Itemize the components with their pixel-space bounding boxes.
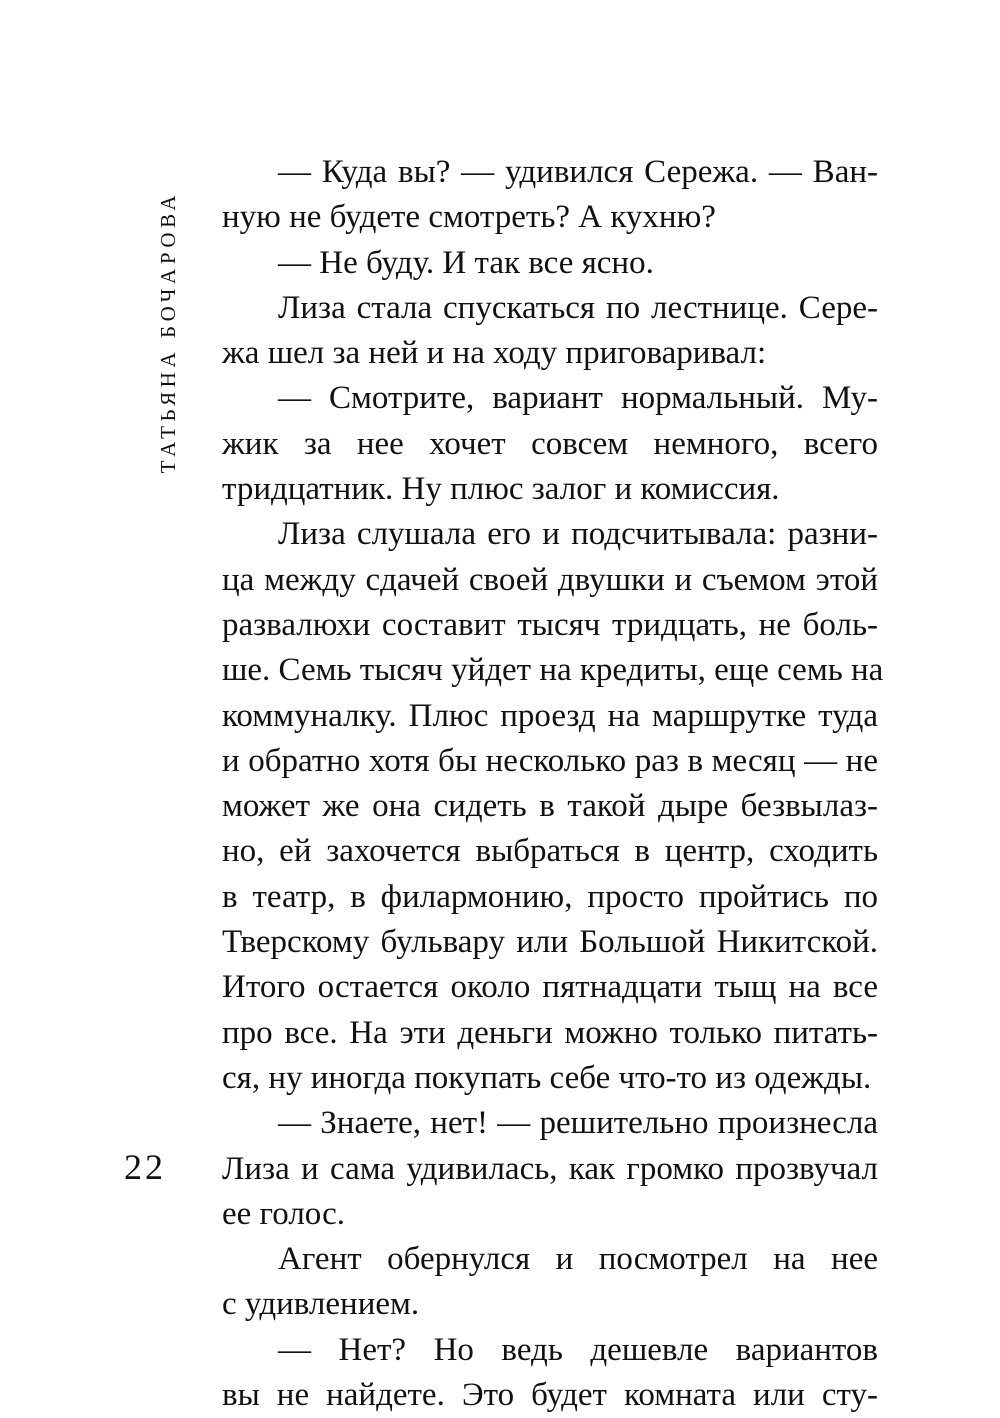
- text-line: — Смотрите, вариант нормальный. Му-: [278, 380, 878, 417]
- text-line: тридцатник. Ну плюс залог и комиссия.: [222, 471, 780, 508]
- text-line: про все. На эти деньги можно только питать-: [222, 1014, 878, 1051]
- text-line: — Знаете, нет! — решительно произнесла: [278, 1105, 878, 1142]
- text-line: может же она сидеть в такой дыре безвылаз-: [222, 788, 878, 825]
- text-line: Тверскому бульвару или Большой Никитской.: [222, 924, 878, 961]
- running-head: ТАТЬЯНА БОЧАРОВА: [156, 190, 180, 474]
- text-line: ше. Семь тысяч уйдет на кредиты, еще семь на: [222, 652, 884, 689]
- text-line: с удивлением.: [222, 1286, 420, 1323]
- body-text: [222, 150, 884, 1418]
- text-line: Лиза слушала его и подсчитывала: разни-: [278, 516, 878, 553]
- text-line: — Нет? Но ведь дешевле вариантов: [278, 1331, 878, 1368]
- text-line: коммуналку. Плюс проезд на маршрутке туда: [222, 697, 878, 734]
- text-line: ную не будете смотреть? А кухню?: [222, 199, 716, 236]
- text-line: развалюхи составит тысяч тридцать, не боль-: [222, 606, 878, 643]
- text-line: жа шел за ней и на ходу приговаривал:: [222, 335, 767, 372]
- text-line: и обратно хотя бы несколько раз в месяц — не: [222, 742, 878, 779]
- text-line: ца между сдачей своей двушки и съемом этой: [222, 561, 878, 598]
- text-line: в театр, в филармонию, просто пройтись по: [222, 878, 878, 915]
- text-line: Лиза и сама удивилась, как громко прозвучал: [222, 1150, 878, 1187]
- text-line: ся, ну иногда покупать себе что-то из одежды.: [222, 1059, 872, 1096]
- page-number: 22: [124, 1147, 166, 1187]
- text-line: Итого остается около пятнадцати тыщ на все: [222, 969, 878, 1006]
- text-line: ее голос.: [222, 1195, 346, 1232]
- text-line: — Не буду. И так все ясно.: [278, 244, 654, 281]
- text-line: — Куда вы? — удивился Сережа. — Ван-: [278, 154, 878, 190]
- text-line: Лиза стала спускаться по лестнице. Сере-: [278, 289, 878, 326]
- text-line: но, ей захочется выбраться в центр, сходить: [222, 833, 878, 870]
- text-line: жик за нее хочет совсем немного, всего: [222, 425, 878, 462]
- text-line: Агент обернулся и посмотрел на нее: [278, 1241, 878, 1278]
- text-line: вы не найдете. Это будет комната или сту-: [222, 1377, 878, 1414]
